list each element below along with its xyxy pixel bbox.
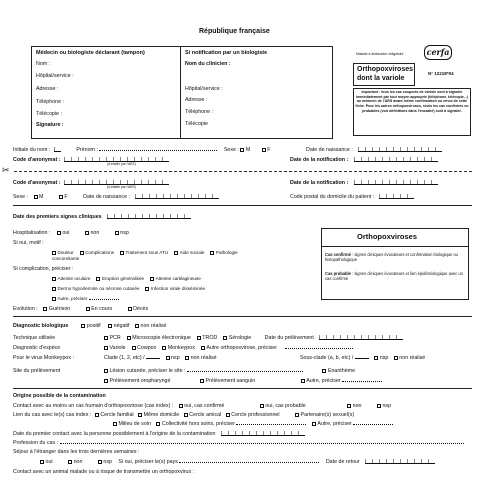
complications-row2 bbox=[52, 286, 211, 291]
naissance-label: Date de naissance : bbox=[306, 147, 353, 153]
cerfa-logo bbox=[424, 45, 452, 60]
diag-espece-label: Diagnostic d'espèce bbox=[13, 345, 61, 351]
contact-confirme-checkbox[interactable] bbox=[179, 404, 183, 408]
tech-pcr-checkbox[interactable] bbox=[104, 336, 108, 340]
lien-label: Lien du cas avec le(s) cas index : bbox=[13, 412, 92, 418]
lien-soin: Milieu de soin bbox=[118, 421, 151, 427]
motif-pathologie: Pathologie bbox=[215, 250, 238, 255]
espece-autre-checkbox[interactable] bbox=[201, 346, 205, 350]
evo-guerison: Guérison bbox=[48, 306, 71, 312]
complications-row1 bbox=[52, 276, 207, 281]
date-notification-bottom bbox=[290, 180, 438, 186]
site-autre-checkbox[interactable] bbox=[301, 379, 305, 383]
lien-collectivite-dots[interactable] bbox=[236, 424, 306, 425]
date-prelevement-cells[interactable] bbox=[319, 335, 403, 340]
clade-nonrealise: non réalisé bbox=[190, 355, 217, 361]
lien-partenaire: Partenaire(s) sexuel(s) bbox=[300, 412, 355, 418]
cut-line bbox=[14, 171, 472, 172]
profession-row bbox=[13, 440, 464, 446]
espece-cowpox-checkbox[interactable] bbox=[132, 346, 136, 350]
motif-atu: Traitement sous ATU bbox=[125, 250, 169, 255]
bio-positif: positif bbox=[86, 323, 101, 329]
compl-oculaire-checkbox[interactable] bbox=[52, 277, 56, 281]
contact-non: non bbox=[352, 403, 362, 409]
sexe-f-label: F bbox=[267, 147, 271, 153]
date-notification-label: Date de la notification : bbox=[290, 157, 349, 163]
date-notification-cells[interactable] bbox=[354, 157, 438, 162]
site-sanguin-checkbox[interactable] bbox=[200, 379, 204, 383]
premier-contact-row bbox=[13, 431, 305, 437]
motif-douleur-checkbox[interactable] bbox=[52, 251, 56, 255]
initiale-label: Initiale du nom : bbox=[13, 147, 51, 153]
separator-2 bbox=[13, 316, 472, 317]
site-enantheme: Enanthème bbox=[327, 368, 356, 374]
complication-label: Si complication, préciser : bbox=[13, 266, 74, 272]
declarant-box bbox=[31, 46, 333, 139]
motif-complications-checkbox[interactable] bbox=[80, 251, 84, 255]
page-title: République française bbox=[199, 28, 270, 35]
evo-encours-checkbox[interactable] bbox=[86, 307, 90, 311]
code-anonymat-label-2: Code d'anonymat : bbox=[13, 180, 61, 186]
motif-pathologie-checkbox[interactable] bbox=[210, 251, 214, 255]
important-text: Important : tous les cas suspects de variole sont à signaler immédiatement par tout moyen approprié (téléphone, télécopie...) au médecin de l'ARS avant même confirmation ou envoi de cette fiche. Pour les autres orthopoxviroses, seuls les cas confirmés ou probables (voir définitions dans l'encadré) sont à signaler. bbox=[355, 90, 469, 113]
separator-3 bbox=[13, 388, 472, 389]
declarant-telecopie[interactable]: Télécopie : bbox=[36, 111, 62, 117]
lien-row2 bbox=[113, 421, 393, 427]
declarant-heading: Médecin ou biologiste déclarant (tampon) bbox=[36, 50, 145, 56]
patient-row3 bbox=[13, 180, 169, 186]
site-lesion-dots[interactable] bbox=[187, 371, 303, 372]
clade-field[interactable] bbox=[146, 358, 160, 359]
tech-me-checkbox[interactable] bbox=[127, 336, 131, 340]
hosp-nsp-label: nsp bbox=[120, 230, 129, 236]
evolution-label: Evolution : bbox=[13, 306, 38, 312]
date-retour-cells[interactable] bbox=[365, 459, 435, 464]
naissance-label-2: Date de naissance : bbox=[83, 194, 130, 200]
sejour-nsp-checkbox[interactable] bbox=[98, 460, 102, 464]
declarant-signature[interactable]: Signature : bbox=[36, 122, 64, 128]
mdo-caption: Maladie à déclaration obligatoire bbox=[356, 52, 404, 56]
sejour-label: Séjour à l'étranger dans les trois dernières semaines : bbox=[13, 449, 140, 455]
lien-amical: Cercle amical bbox=[189, 412, 222, 418]
clade-nsp-checkbox[interactable] bbox=[166, 356, 170, 360]
clade-nsp: nsp bbox=[171, 355, 180, 361]
lien-collectivite: Collectivité hors soins, préciser bbox=[161, 421, 235, 427]
sejour-non-checkbox[interactable] bbox=[68, 460, 72, 464]
espece-monkeypox-checkbox[interactable] bbox=[162, 346, 166, 350]
code-postal-row bbox=[290, 194, 414, 200]
sous-clade-row bbox=[300, 355, 425, 361]
profession-label: Profession du cas : bbox=[13, 440, 59, 446]
def-confirme bbox=[325, 252, 465, 263]
sexe-m-checkbox[interactable] bbox=[240, 148, 244, 152]
lien-autre: Autre, préciser bbox=[317, 421, 352, 427]
evolution-row bbox=[13, 306, 148, 312]
sous-clade-field[interactable] bbox=[355, 358, 369, 359]
espece-variole-checkbox[interactable] bbox=[104, 346, 108, 350]
code-note-bottom: (A établir par l'ARS) bbox=[107, 185, 136, 189]
hosp-nsp-checkbox[interactable] bbox=[115, 231, 119, 235]
form-title-line2: dont la variole bbox=[357, 75, 405, 82]
clinical-heading: Date des premiers signes cliniques bbox=[13, 214, 102, 220]
compl-infection: Infection virale disséminée bbox=[150, 286, 206, 291]
contact-probable: oui, cas probable bbox=[265, 403, 306, 409]
sous-clade-nonrealise-checkbox[interactable] bbox=[394, 356, 398, 360]
compl-dermo: Dermo hypodermite ou nécrose cutanée bbox=[57, 286, 140, 291]
bio-negatif-checkbox[interactable] bbox=[108, 324, 112, 328]
sexe-m-label: M bbox=[245, 147, 251, 153]
cerfa-number: N° 12218*04 bbox=[428, 71, 454, 76]
lien-autre-dots[interactable] bbox=[353, 424, 393, 425]
evo-guerison-checkbox[interactable] bbox=[43, 307, 47, 311]
hosp-non-checkbox[interactable] bbox=[85, 231, 89, 235]
bio-nonrealise-checkbox[interactable] bbox=[135, 324, 139, 328]
patient-row1 bbox=[13, 147, 442, 153]
code-note-top: (A établir par l'ARS) bbox=[107, 162, 136, 166]
sexe-label: Sexe : bbox=[223, 147, 239, 153]
site-autre: Autre, préciser bbox=[306, 378, 341, 384]
sejour-oui-checkbox[interactable] bbox=[40, 460, 44, 464]
compl-cartilage-checkbox[interactable] bbox=[150, 277, 154, 281]
prenom-label: Prénom : bbox=[76, 147, 98, 153]
lien-soin-checkbox[interactable] bbox=[113, 422, 117, 426]
origin-heading: Origine possible de la contamination bbox=[13, 393, 106, 399]
site-oropharynge: Prélèvement oropharyngé bbox=[109, 378, 171, 384]
sejour-nsp: nsp bbox=[103, 459, 112, 465]
clinicien-nom[interactable]: Nom du clinicien : bbox=[185, 61, 231, 67]
initiale-cell[interactable] bbox=[54, 147, 61, 152]
code-anonymat-label: Code d'anonymat : bbox=[13, 157, 61, 163]
code-postal-cells[interactable] bbox=[379, 194, 414, 199]
compl-autre-checkbox[interactable] bbox=[52, 297, 56, 301]
sous-clade-nonrealise: non réalisé bbox=[399, 355, 426, 361]
bio-negatif: négatif bbox=[113, 323, 130, 329]
site-sanguin: Prélèvement sanguin bbox=[205, 378, 256, 384]
compl-infection-checkbox[interactable] bbox=[145, 287, 149, 291]
espece-row bbox=[104, 345, 353, 351]
complications-row3 bbox=[52, 296, 119, 301]
lien-domicile: Même domicile bbox=[143, 412, 180, 418]
declarant-adresse[interactable]: Adresse : bbox=[36, 86, 59, 92]
technique-row bbox=[104, 335, 403, 341]
declarant-hopital[interactable]: Hôpital/service : bbox=[36, 73, 74, 79]
patient-row2 bbox=[13, 157, 169, 163]
sejour-options-row bbox=[40, 459, 435, 465]
clade-nonrealise-checkbox[interactable] bbox=[185, 356, 189, 360]
sejour-row bbox=[13, 449, 139, 455]
lien-row1 bbox=[13, 412, 354, 418]
motif-atu-checkbox[interactable] bbox=[120, 251, 124, 255]
sexe-m-checkbox-2[interactable] bbox=[34, 195, 38, 199]
hospitalisation-label: Hospitalisation : bbox=[13, 230, 51, 236]
notification-adresse[interactable]: Adresse : bbox=[185, 97, 208, 103]
contact-non-checkbox[interactable] bbox=[347, 404, 351, 408]
bio-positif-checkbox[interactable] bbox=[81, 324, 85, 328]
notification-telephone[interactable]: Téléphone : bbox=[185, 109, 213, 115]
compl-eruption: Eruption généralisée bbox=[101, 276, 145, 281]
premier-contact-cells[interactable] bbox=[221, 431, 305, 436]
definition-title-rule bbox=[321, 246, 469, 247]
lien-domicile-checkbox[interactable] bbox=[138, 413, 142, 417]
site-oropharynge-checkbox[interactable] bbox=[104, 379, 108, 383]
monkeypox-label: Pour le virus Monkeypox : bbox=[13, 355, 74, 361]
declarant-telephone[interactable]: Téléphone : bbox=[36, 99, 64, 105]
notification-heading: Si notification par un biologiste bbox=[185, 50, 268, 56]
motifs-row bbox=[52, 250, 244, 255]
tech-trod: TROD bbox=[202, 335, 218, 341]
espece-monkeypox: Monkeypox bbox=[167, 345, 195, 351]
lien-pro-checkbox[interactable] bbox=[226, 413, 230, 417]
premiers-signes-cells[interactable] bbox=[107, 214, 191, 219]
compl-oculaire: Atteinte oculaire bbox=[57, 276, 91, 281]
compl-autre: Autre, préciser bbox=[57, 296, 88, 301]
evo-deces: Décès bbox=[133, 306, 149, 312]
motif-label: Si oui, motif : bbox=[13, 240, 44, 246]
hosp-non-label: non bbox=[90, 230, 100, 236]
clinical-heading-row bbox=[13, 214, 191, 220]
espece-variole: Variole bbox=[109, 345, 126, 351]
contact-probable-checkbox[interactable] bbox=[260, 404, 264, 408]
sous-clade-label: Sous-clade (a, b, etc) / bbox=[300, 355, 354, 361]
lien-autre-checkbox[interactable] bbox=[312, 422, 316, 426]
date-prelevement-label: Date du prélèvement bbox=[264, 335, 314, 341]
sexe-label-2: Sexe : bbox=[13, 194, 29, 200]
hosp-oui-label: oui bbox=[62, 230, 70, 236]
definition-title: Orthopoxviroses bbox=[357, 232, 418, 241]
sejour-pays-label: Si oui, préciser le(s) pays bbox=[118, 459, 178, 465]
hosp-oui-checkbox[interactable] bbox=[57, 231, 61, 235]
motif-concomitante: concomitante bbox=[52, 256, 80, 261]
sexe-f-label-2: F bbox=[64, 194, 68, 200]
tech-trod-checkbox[interactable] bbox=[197, 336, 201, 340]
tech-me: Microscopie électronique bbox=[132, 335, 191, 341]
site-lesion-checkbox[interactable] bbox=[104, 369, 108, 373]
date-notification-label-2: Date de la notification : bbox=[290, 180, 349, 186]
def-probable-text: : signes cliniques évocateurs et lien épidémiologique avec un cas confirmé bbox=[325, 271, 463, 282]
contact-nsp-checkbox[interactable] bbox=[377, 404, 381, 408]
bio-heading-row bbox=[13, 323, 166, 329]
lien-partenaire-checkbox[interactable] bbox=[295, 413, 299, 417]
naissance-cells[interactable] bbox=[358, 147, 442, 152]
compl-autre-dots[interactable] bbox=[89, 299, 119, 300]
tech-pcr: PCR bbox=[109, 335, 121, 341]
sejour-oui: oui bbox=[45, 459, 53, 465]
lien-collectivite-checkbox[interactable] bbox=[156, 422, 160, 426]
notification-hopital[interactable]: Hôpital/service : bbox=[185, 86, 223, 92]
clade-row bbox=[104, 355, 217, 361]
separator-1 bbox=[13, 205, 472, 206]
contact-nsp: nsp bbox=[382, 403, 392, 409]
clade-label: Clade (1, 2, etc) / bbox=[104, 355, 145, 361]
espece-cowpox: Cowpox bbox=[137, 345, 157, 351]
def-confirme-text: : signes cliniques évocateurs et confirmation biologique ou histopathologique bbox=[325, 252, 458, 263]
motif-complications: Complications bbox=[85, 250, 114, 255]
sexe-f-checkbox[interactable] bbox=[262, 148, 266, 152]
sexe-f-checkbox-2[interactable] bbox=[59, 195, 63, 199]
cerfa-logo-text: cerfa bbox=[426, 47, 450, 57]
date-notification-cells-2[interactable] bbox=[354, 180, 438, 185]
prenom-dots[interactable] bbox=[99, 150, 217, 151]
tech-sero: Sérologie bbox=[228, 335, 252, 341]
hospitalisation-row bbox=[13, 230, 129, 236]
tech-sero-checkbox[interactable] bbox=[223, 336, 227, 340]
declarant-divider bbox=[180, 46, 181, 139]
evo-encours: En cours bbox=[91, 306, 113, 312]
lien-pro: Cercle professionnel bbox=[231, 412, 280, 418]
lien-familial-checkbox[interactable] bbox=[95, 413, 99, 417]
compl-eruption-checkbox[interactable] bbox=[96, 277, 100, 281]
sejour-pays-dots[interactable] bbox=[179, 462, 319, 463]
contact-confirme: oui, cas confirmé bbox=[184, 403, 225, 409]
compl-cartilage: Atteinte cartilagineuse bbox=[155, 276, 201, 281]
bio-nonrealise: non réalisé bbox=[140, 323, 167, 329]
def-probable-label: Cas probable bbox=[325, 271, 351, 276]
premier-contact-label: Date du premier contact avec la personne possiblement à l'origine de la contamination bbox=[13, 431, 216, 437]
bio-heading: Diagnostic biologique bbox=[13, 323, 69, 329]
sous-clade-nsp: nsp bbox=[379, 355, 389, 361]
site-enantheme-checkbox[interactable] bbox=[322, 369, 326, 373]
site-lesion: Lésion cutanée, préciser le site : bbox=[109, 368, 186, 374]
sexe-m-label-2: M bbox=[39, 194, 44, 200]
technique-label: Technique utilisée bbox=[13, 335, 56, 341]
patient-row4 bbox=[13, 194, 219, 200]
code-postal-label: Code postal du domicile du patient : bbox=[290, 194, 375, 200]
notification-telecopie[interactable]: Télécopie bbox=[185, 121, 208, 127]
declarant-nom[interactable]: Nom : bbox=[36, 61, 51, 67]
contact-humain-label: Contact avec au moins un cas humain d'orthopoxvirose (cas index) : bbox=[13, 403, 174, 409]
motif-douleur: Douleur bbox=[57, 250, 74, 255]
date-retour-label: Date de retour bbox=[325, 459, 360, 465]
espece-autre: Autre orthopoxvirose, préciser bbox=[206, 345, 278, 351]
contact-humain-row bbox=[13, 403, 391, 409]
motif-aide-checkbox[interactable] bbox=[174, 251, 178, 255]
site-autre-dots[interactable] bbox=[342, 381, 382, 382]
lien-familial: Cercle familial bbox=[100, 412, 134, 418]
motif-aide: Aide sociale bbox=[179, 250, 205, 255]
site-label: Site du prélèvement bbox=[13, 368, 61, 374]
evo-deces-checkbox[interactable] bbox=[128, 307, 132, 311]
espece-autre-dots[interactable] bbox=[285, 348, 353, 349]
sejour-non: non bbox=[73, 459, 83, 465]
profession-dots[interactable] bbox=[60, 443, 464, 444]
form-title-line1: Orthopoxviroses bbox=[357, 66, 414, 73]
def-confirme-label: Cas confirmé bbox=[325, 252, 351, 257]
def-probable bbox=[325, 271, 465, 282]
contact-animal-label: Contact avec un animal malade ou à risque de transmettre un orthopoxvirus : bbox=[13, 469, 195, 475]
sous-clade-nsp-checkbox[interactable] bbox=[374, 356, 378, 360]
scissors-icon: ✂ bbox=[2, 166, 10, 176]
date-notification-top bbox=[290, 157, 438, 163]
site-row1 bbox=[104, 368, 355, 374]
naissance-cells-2[interactable] bbox=[135, 194, 219, 199]
lien-amical-checkbox[interactable] bbox=[184, 413, 188, 417]
contact-animal-row bbox=[13, 469, 194, 475]
compl-dermo-checkbox[interactable] bbox=[52, 287, 56, 291]
site-row2 bbox=[104, 378, 382, 384]
